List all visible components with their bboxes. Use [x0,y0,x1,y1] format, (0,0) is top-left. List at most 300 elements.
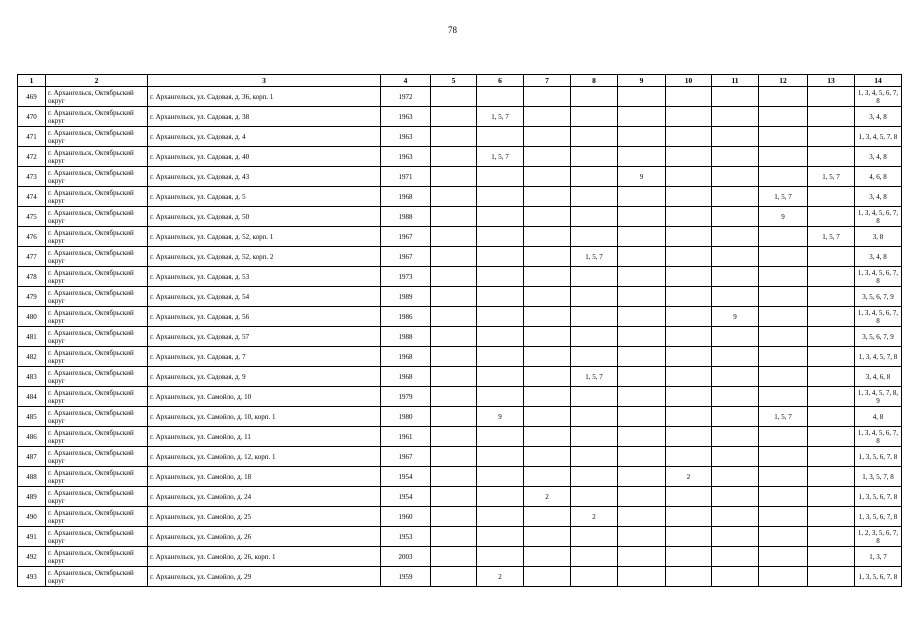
table-cell-col-2: г. Архангельск, Октябрьский округ [46,147,148,167]
table-cell-col-14: 3, 4, 6, 8 [855,367,902,387]
table-cell-col-12 [759,247,808,267]
table-cell-col-10 [666,287,712,307]
table-cell-col-9 [618,527,666,547]
table-cell-col-4: 1967 [381,247,431,267]
table-cell-col-3: г. Архангельск, ул. Садовая, д. 36, корп. 1 [148,87,381,107]
table-cell-col-9 [618,147,666,167]
table-cell-col-13 [808,407,855,427]
table-cell-col-5 [431,127,477,147]
table-cell-col-4: 1963 [381,107,431,127]
table-cell-col-8 [571,407,618,427]
table-cell-col-6 [477,387,524,407]
table-cell-col-5 [431,367,477,387]
table-cell-col-8 [571,227,618,247]
table-cell-col-12 [759,387,808,407]
table-cell-col-2: г. Архангельск, Октябрьский округ [46,207,148,227]
table-cell-col-4: 1959 [381,567,431,587]
table-cell-col-7 [524,387,571,407]
table-cell-col-2: г. Архангельск, Октябрьский округ [46,287,148,307]
table-cell-col-12 [759,267,808,287]
table-cell-col-11 [712,167,759,187]
table-cell-col-1: 477 [18,247,46,267]
table-cell-col-7 [524,467,571,487]
table-cell-col-12 [759,127,808,147]
table-cell-col-14: 3, 8 [855,227,902,247]
table-cell-col-7 [524,327,571,347]
table-cell-col-9 [618,267,666,287]
table-cell-col-3: г. Архангельск, ул. Садовая, д. 53 [148,267,381,287]
table-cell-col-6 [477,127,524,147]
table-cell-col-2: г. Архангельск, Октябрьский округ [46,447,148,467]
table-cell-col-13 [808,427,855,447]
table-cell-col-3: г. Архангельск, ул. Самойло, д. 12, корп. 1 [148,447,381,467]
table-cell-col-11 [712,547,759,567]
table-cell-col-13 [808,307,855,327]
table-row [18,487,902,507]
table-cell-col-14: 1, 3, 4, 5, 7, 8 [855,127,902,147]
table-cell-col-12 [759,87,808,107]
table-cell-col-3: г. Архангельск, ул. Садовая, д. 52, корп. 1 [148,227,381,247]
table-cell-col-2: г. Архангельск, Октябрьский округ [46,567,148,587]
table-cell-col-13 [808,467,855,487]
table-body [18,87,902,587]
table-cell-col-10 [666,207,712,227]
table-cell-col-9 [618,507,666,527]
table-cell-col-1: 479 [18,287,46,307]
table-row [18,127,902,147]
table-cell-col-4: 1968 [381,367,431,387]
table-cell-col-13 [808,447,855,467]
table-cell-col-10 [666,347,712,367]
table-cell-col-9 [618,347,666,367]
table-cell-col-10 [666,147,712,167]
table-cell-col-14: 1, 3, 5, 7, 8 [855,467,902,487]
table-cell-col-14: 3, 4, 8 [855,147,902,167]
table-cell-col-9 [618,407,666,427]
table-cell-col-9 [618,187,666,207]
column-header-13: 13 [808,75,855,87]
table-cell-col-1: 475 [18,207,46,227]
table-cell-col-12 [759,107,808,127]
table-cell-col-7: 2 [524,487,571,507]
table-cell-col-5 [431,407,477,427]
table-cell-col-14: 3, 4, 8 [855,187,902,207]
table-cell-col-10 [666,307,712,327]
table-cell-col-8: 1, 5, 7 [571,367,618,387]
column-header-12: 12 [759,75,808,87]
table-cell-col-6 [477,207,524,227]
table-cell-col-14: 1, 3, 5, 6, 7, 8 [855,487,902,507]
table-cell-col-7 [524,147,571,167]
table-cell-col-9 [618,107,666,127]
table-header-row [18,75,902,87]
table-cell-col-13 [808,367,855,387]
table-cell-col-14: 1, 3, 5, 6, 7, 8 [855,447,902,467]
table-cell-col-9 [618,287,666,307]
table-cell-col-5 [431,87,477,107]
table-cell-col-2: г. Архангельск, Октябрьский округ [46,367,148,387]
table-cell-col-2: г. Архангельск, Октябрьский округ [46,487,148,507]
table-cell-col-8 [571,467,618,487]
table-cell-col-10 [666,547,712,567]
table-cell-col-6 [477,347,524,367]
table-cell-col-2: г. Архангельск, Октябрьский округ [46,107,148,127]
table-cell-col-7 [524,507,571,527]
table-cell-col-4: 1973 [381,267,431,287]
table-cell-col-9 [618,567,666,587]
table-cell-col-5 [431,467,477,487]
table-cell-col-8 [571,427,618,447]
table-cell-col-5 [431,387,477,407]
table-cell-col-11: 9 [712,307,759,327]
table-cell-col-1: 480 [18,307,46,327]
table-cell-col-9 [618,207,666,227]
table-cell-col-5 [431,327,477,347]
table-cell-col-7 [524,207,571,227]
table-cell-col-11 [712,287,759,307]
table-row [18,507,902,527]
table-cell-col-14: 3, 4, 8 [855,107,902,127]
table-cell-col-9 [618,387,666,407]
table-row [18,107,902,127]
table-row [18,227,902,247]
table-cell-col-7 [524,347,571,367]
table-cell-col-12 [759,507,808,527]
table-cell-col-1: 486 [18,427,46,447]
table-cell-col-3: г. Архангельск, ул. Самойло, д. 26 [148,527,381,547]
table-row [18,327,902,347]
table-cell-col-13 [808,547,855,567]
table-cell-col-1: 470 [18,107,46,127]
table-cell-col-4: 1961 [381,427,431,447]
table-cell-col-4: 1988 [381,207,431,227]
table-cell-col-11 [712,147,759,167]
table-cell-col-8 [571,147,618,167]
table-cell-col-12 [759,547,808,567]
table-cell-col-12 [759,427,808,447]
table-row [18,187,902,207]
table-row [18,87,902,107]
table-cell-col-8 [571,127,618,147]
table-cell-col-3: г. Архангельск, ул. Садовая, д. 43 [148,167,381,187]
column-header-11: 11 [712,75,759,87]
page-number: 78 [448,25,457,35]
table-cell-col-5 [431,447,477,467]
table-cell-col-12 [759,367,808,387]
table-row [18,147,902,167]
table-cell-col-1: 483 [18,367,46,387]
table-cell-col-6 [477,187,524,207]
table-row [18,367,902,387]
column-header-14: 14 [855,75,902,87]
table-cell-col-14: 1, 3, 4, 5, 6, 7, 8 [855,307,902,327]
table-cell-col-1: 474 [18,187,46,207]
table-cell-col-6 [477,427,524,447]
table-cell-col-8 [571,487,618,507]
table-cell-col-11 [712,227,759,247]
table-cell-col-5 [431,287,477,307]
table-cell-col-9 [618,127,666,147]
table-cell-col-7 [524,167,571,187]
table-row [18,167,902,187]
table-cell-col-14: 1, 2, 3, 5, 6, 7, 8 [855,527,902,547]
table-cell-col-9 [618,467,666,487]
table-cell-col-10: 2 [666,467,712,487]
table-cell-col-10 [666,267,712,287]
table-row [18,267,902,287]
table-cell-col-2: г. Архангельск, Октябрьский округ [46,127,148,147]
table-cell-col-11 [712,207,759,227]
table-row [18,467,902,487]
column-header-3: 3 [148,75,381,87]
table-cell-col-11 [712,327,759,347]
table-cell-col-13 [808,347,855,367]
table-cell-col-7 [524,307,571,327]
table-cell-col-11 [712,107,759,127]
table-cell-col-10 [666,527,712,547]
table-cell-col-5 [431,547,477,567]
table-cell-col-7 [524,527,571,547]
table-cell-col-13: 1, 5, 7 [808,227,855,247]
table-cell-col-10 [666,387,712,407]
table-cell-col-2: г. Архангельск, Октябрьский округ [46,307,148,327]
table-cell-col-8 [571,267,618,287]
table-cell-col-10 [666,227,712,247]
table-cell-col-12 [759,227,808,247]
table-row [18,407,902,427]
column-header-1: 1 [18,75,46,87]
table-cell-col-12 [759,307,808,327]
table-cell-col-1: 469 [18,87,46,107]
table-cell-col-6 [477,227,524,247]
table-cell-col-11 [712,407,759,427]
table-cell-col-11 [712,487,759,507]
table-cell-col-11 [712,427,759,447]
table-cell-col-2: г. Архангельск, Октябрьский округ [46,327,148,347]
table-cell-col-10 [666,167,712,187]
table-cell-col-7 [524,287,571,307]
table-cell-col-1: 491 [18,527,46,547]
table-cell-col-11 [712,447,759,467]
table-cell-col-7 [524,87,571,107]
table-cell-col-7 [524,227,571,247]
table-cell-col-4: 1967 [381,227,431,247]
table-cell-col-4: 1960 [381,507,431,527]
table-cell-col-5 [431,107,477,127]
table-cell-col-10 [666,87,712,107]
table-cell-col-3: г. Архангельск, ул. Самойло, д. 25 [148,507,381,527]
table-cell-col-9 [618,87,666,107]
table-cell-col-14: 1, 3, 4, 5, 7, 8 [855,347,902,367]
table-cell-col-6 [477,367,524,387]
table-cell-col-1: 492 [18,547,46,567]
table-cell-col-13 [808,127,855,147]
table-cell-col-9 [618,447,666,467]
table-cell-col-7 [524,267,571,287]
table-cell-col-6 [477,547,524,567]
table-row [18,567,902,587]
table-cell-col-6 [477,467,524,487]
table-cell-col-6 [477,287,524,307]
table-cell-col-8 [571,387,618,407]
table-cell-col-3: г. Архангельск, ул. Садовая, д. 38 [148,107,381,127]
table-cell-col-6 [477,327,524,347]
table-cell-col-11 [712,127,759,147]
table-cell-col-2: г. Архангельск, Октябрьский округ [46,167,148,187]
table-cell-col-14: 1, 3, 7 [855,547,902,567]
table-cell-col-3: г. Архангельск, ул. Садовая, д. 50 [148,207,381,227]
table-cell-col-6: 9 [477,407,524,427]
table-cell-col-14: 3, 4, 8 [855,247,902,267]
table-cell-col-8 [571,347,618,367]
table-cell-col-5 [431,507,477,527]
table-cell-col-9 [618,307,666,327]
table-cell-col-11 [712,507,759,527]
table-cell-col-14: 1, 3, 4, 5, 6, 7, 8 [855,87,902,107]
table-cell-col-13 [808,387,855,407]
table-cell-col-6 [477,87,524,107]
table-cell-col-3: г. Архангельск, ул. Садовая, д. 40 [148,147,381,167]
table-cell-col-8 [571,547,618,567]
table-cell-col-6: 1, 5, 7 [477,147,524,167]
table-cell-col-4: 1986 [381,307,431,327]
table-cell-col-10 [666,507,712,527]
table-cell-col-13 [808,287,855,307]
table-cell-col-6 [477,167,524,187]
table-cell-col-5 [431,247,477,267]
table-cell-col-4: 1972 [381,87,431,107]
table-cell-col-13 [808,487,855,507]
table-cell-col-9 [618,427,666,447]
table-cell-col-7 [524,447,571,467]
table-cell-col-2: г. Архангельск, Октябрьский округ [46,467,148,487]
table-cell-col-8 [571,187,618,207]
column-header-5: 5 [431,75,477,87]
column-header-4: 4 [381,75,431,87]
table-cell-col-3: г. Архангельск, ул. Садовая, д. 52, корп. 2 [148,247,381,267]
table-cell-col-4: 1971 [381,167,431,187]
table-cell-col-12: 1, 5, 7 [759,187,808,207]
table-cell-col-9 [618,547,666,567]
table-cell-col-5 [431,147,477,167]
table-cell-col-11 [712,387,759,407]
table-cell-col-7 [524,187,571,207]
table-cell-col-12 [759,167,808,187]
table-cell-col-5 [431,227,477,247]
table-cell-col-14: 4, 8 [855,407,902,427]
table-cell-col-13 [808,247,855,267]
table-cell-col-1: 478 [18,267,46,287]
table-cell-col-2: г. Архангельск, Октябрьский округ [46,547,148,567]
table-cell-col-10 [666,247,712,267]
table-cell-col-1: 484 [18,387,46,407]
table-cell-col-5 [431,307,477,327]
table-cell-col-13 [808,327,855,347]
table-cell-col-11 [712,187,759,207]
table-cell-col-2: г. Архангельск, Октябрьский округ [46,267,148,287]
table-cell-col-12 [759,467,808,487]
table-cell-col-10 [666,327,712,347]
table-row [18,247,902,267]
table-cell-col-13 [808,507,855,527]
table-cell-col-1: 493 [18,567,46,587]
table-row [18,547,902,567]
table-cell-col-2: г. Архангельск, Октябрьский округ [46,427,148,447]
table-cell-col-2: г. Архангельск, Октябрьский округ [46,507,148,527]
table-cell-col-5 [431,527,477,547]
table-cell-col-10 [666,127,712,147]
column-header-10: 10 [666,75,712,87]
table-cell-col-10 [666,107,712,127]
table-row [18,387,902,407]
table-cell-col-8 [571,87,618,107]
table-cell-col-5 [431,487,477,507]
table-cell-col-10 [666,487,712,507]
table-cell-col-7 [524,567,571,587]
table-cell-col-3: г. Архангельск, ул. Самойло, д. 29 [148,567,381,587]
table-cell-col-3: г. Архангельск, ул. Самойло, д. 26, корп. 1 [148,547,381,567]
table-cell-col-5 [431,267,477,287]
table-cell-col-2: г. Архангельск, Октябрьский округ [46,247,148,267]
table-cell-col-1: 485 [18,407,46,427]
table-cell-col-11 [712,527,759,547]
table-cell-col-5 [431,427,477,447]
table-cell-col-7 [524,247,571,267]
table-cell-col-12 [759,147,808,167]
table-cell-col-6 [477,487,524,507]
table-cell-col-8: 1, 5, 7 [571,247,618,267]
table-cell-col-12: 9 [759,207,808,227]
table-cell-col-3: г. Архангельск, ул. Садовая, д. 5 [148,187,381,207]
table-cell-col-6 [477,527,524,547]
table-cell-col-5 [431,567,477,587]
table-cell-col-2: г. Архангельск, Октябрьский округ [46,87,148,107]
table-cell-col-1: 487 [18,447,46,467]
table-cell-col-4: 1968 [381,347,431,367]
table-cell-col-12 [759,287,808,307]
table-cell-col-1: 482 [18,347,46,367]
table-cell-col-3: г. Архангельск, ул. Самойло, д. 10 [148,387,381,407]
table-cell-col-7 [524,407,571,427]
table-cell-col-8 [571,167,618,187]
table-cell-col-14: 1, 3, 4, 5, 7, 8, 9 [855,387,902,407]
table-cell-col-8 [571,287,618,307]
table-cell-col-3: г. Архангельск, ул. Самойло, д. 18 [148,467,381,487]
table-cell-col-7 [524,107,571,127]
table-cell-col-7 [524,367,571,387]
table-cell-col-10 [666,407,712,427]
table-cell-col-4: 1967 [381,447,431,467]
table-cell-col-8 [571,207,618,227]
table-row [18,527,902,547]
table-row [18,307,902,327]
table-cell-col-1: 473 [18,167,46,187]
table-cell-col-1: 481 [18,327,46,347]
table-cell-col-9 [618,367,666,387]
table-cell-col-13 [808,267,855,287]
table-cell-col-6 [477,307,524,327]
table-cell-col-14: 1, 3, 5, 6, 7, 8 [855,507,902,527]
table-cell-col-4: 1963 [381,127,431,147]
table-cell-col-3: г. Архангельск, ул. Садовая, д. 9 [148,367,381,387]
table-cell-col-6 [477,507,524,527]
table-cell-col-8 [571,527,618,547]
column-header-7: 7 [524,75,571,87]
table-cell-col-4: 1954 [381,467,431,487]
table-cell-col-1: 490 [18,507,46,527]
table-cell-col-6 [477,447,524,467]
table-cell-col-1: 488 [18,467,46,487]
